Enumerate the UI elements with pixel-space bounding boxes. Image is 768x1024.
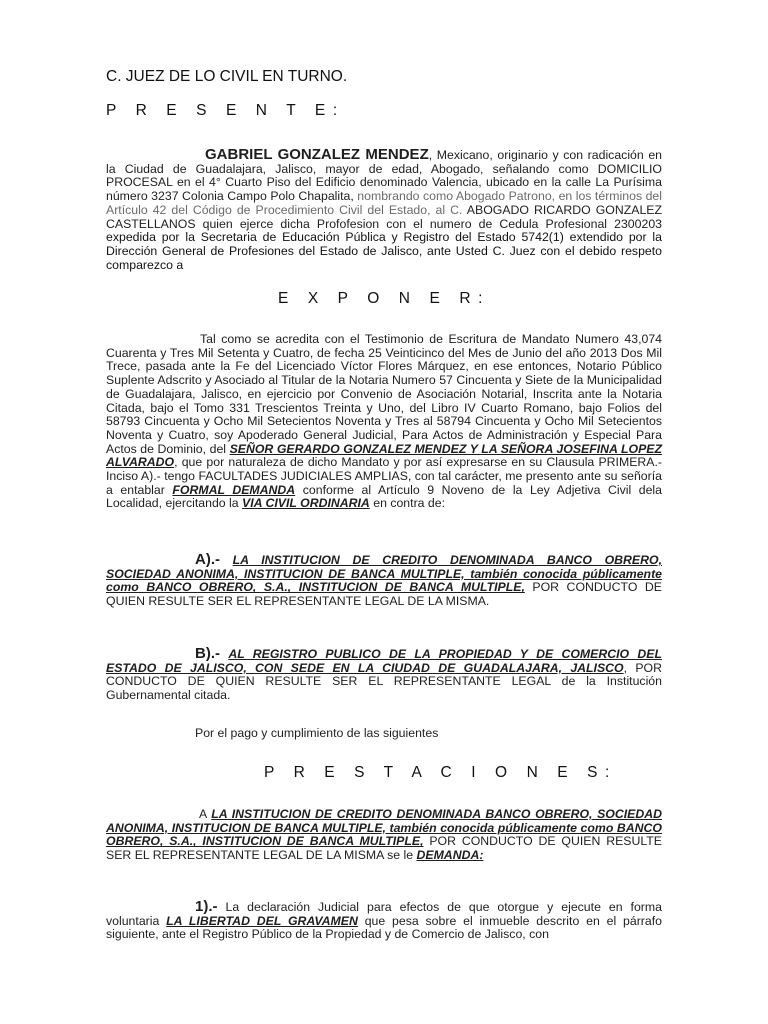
intro-paragraph: [106, 148, 662, 272]
defendant-a-label: A).-: [195, 551, 220, 568]
defendant-b-label: B).-: [195, 645, 220, 662]
plaintiff-name: GABRIEL GONZALEZ MENDEZ: [205, 146, 429, 163]
defendant-a-rest: POR CONDUCTO DE QUIEN RESULTE SER EL REPRESENTANTE LEGAL DE LA MISMA.: [106, 580, 662, 609]
via-civil-ordinaria: VIA CIVIL ORDINARIA: [242, 496, 370, 511]
exponer-paragraph: [106, 333, 662, 511]
prestaciones-paragraph: [106, 808, 662, 863]
prestaciones-name: LA INSTITUCION DE CREDITO DENOMINADA BANCO OBRERO, SOCIEDAD ANONIMA, INSTITUCION DE BANCA MULTIPLE, también conocida públicamente como BANCO OBRERO, S.A., INSTITUCION DE BANCA MULTIPLE,: [106, 807, 663, 849]
defendant-a-paragraph: [106, 553, 662, 609]
presente-heading: P R E S E N T E:: [106, 102, 345, 119]
exponer-heading: E X P O N E R:: [277, 290, 491, 307]
intro-text-2: nombrando como Abogado Patrono, en los términos del Artículo 42 del Código de Procedimiento Civil del Estado, al C.: [106, 189, 662, 217]
defendant-b-name: AL REGISTRO PUBLICO DE LA PROPIEDAD Y DE COMERCIO DEL ESTADO DE JALISCO, CON SEDE EN LA CIUDAD DE GUADALAJARA, JALISCO: [106, 647, 662, 675]
exponer-text-1: Tal como se acredita con el Testimonio de Escritura de Mandato Numero 43,074 Cuarenta y Tres Mil Setenta y Cuatro, de fecha 25 Veinticinco del Mes de Junio del año 2013 Dos Mil Trece, pasada ante la Fe del Licenciado Víctor Flores Márquez, en ese entonces, Notario Público Suplente Adscrito y Asociado al Titular de la Notaria Numero 57 Cincuenta y Siete de la Municipalidad de Guadalajara, Jalisco, en ejercicio por Convenio de Asociación Notarial, Inscrita ante la Notaria Citada, bajo el Tomo 331 Trescientos Treinta y Uno, del Libro IV Cuarto Romano, bajo Folios del 58793 Cincuenta y Ocho Mil Setecientos Noventa y Tres al 58794 Cincuenta y Ocho Mil Setecientos Noventa y Cuatro, soy Apoderado General Judicial, Para Actos de Administración y Especial Para Actos de Dominio, del: [106, 332, 662, 456]
libertad-gravamen: LA LIBERTAD DEL GRAVAMEN: [166, 913, 358, 928]
prestaciones-label: A: [199, 807, 207, 821]
exponer-text-2: , que por naturaleza de dicho Mandato y por así expresarse en su Clausula PRIMERA.- Inciso A).- tengo FACULTADES JUDICIALES AMPLIAS, con tal carácter, me presento ante su señoría a entablar: [106, 455, 662, 497]
prestaciones-heading: P R E S T A C I O N E S:: [264, 764, 617, 781]
exponer-text-4: en contra de:: [369, 496, 446, 511]
item-1-label: 1).-: [195, 898, 218, 915]
defendant-a-name: LA INSTITUCION DE CREDITO DENOMINADA BANCO OBRERO, SOCIEDAD ANONIMA, INSTITUCION DE BANCA MULTIPLE, también conocida públicamente como BANCO OBRERO, S.A., INSTITUCION DE BANCA MULTIPLE,: [106, 553, 662, 595]
parties-names: SEÑOR GERARDO GONZALEZ MENDEZ Y LA SEÑORA JOSEFINA LOPEZ ALVARADO: [106, 441, 663, 470]
prestaciones-rest: POR CONDUCTO DE QUIEN RESULTE SER EL REPRESENTANTE LEGAL DE LA MISMA se le: [106, 834, 662, 863]
addressee-heading: C. JUEZ DE LO CIVIL EN TURNO.: [106, 68, 348, 85]
intro-text-3: ABOGADO RICARDO GONZALEZ CASTELLANOS quien ejerce dicha Profofesion con el numero de Cedula Profesional 2300203: [106, 202, 662, 231]
defendant-b-paragraph: [106, 647, 662, 703]
prestaciones-demanda: DEMANDA:: [416, 848, 484, 863]
formal-demanda: FORMAL DEMANDA: [172, 482, 296, 497]
intro-text-4: expedida por la Secretaria de Educación Pública y Registro del Estado 5742(1) extendido por la Dirección General de Profesiones del Estado de Jalisco, ante Usted C. Juez con el debido respeto comparezco a: [106, 230, 662, 272]
exponer-text-3: conforme al Artículo 9 Noveno de la Ley Adjetiva Civil dela Localidad, ejercitando la: [106, 482, 662, 511]
intro-text-1: , Mexicano, originario y con radicación en la Ciudad de Guadalajara, Jalisco, mayor de edad, Abogado, señalando como DOMICILIO PROCESAL en el 4° Cuarto Piso del Edificio denominado Valencia, ubicado en la calle La Purísima número 3237 Colonia Campo Polo Chapalita,: [106, 148, 662, 204]
defendant-b-rest: , POR CONDUCTO DE QUIEN RESULTE SER EL REPRESENTANTE LEGAL de la Institución Gubernamental citada.: [106, 660, 662, 703]
item-1-text-2: que pesa sobre el inmueble descrito en el párrafo siguiente, ante el Registro Público de la Propiedad y de Comercio de Jalisco, con: [106, 913, 662, 942]
item-1-paragraph: [106, 900, 662, 942]
item-1-text-1: La declaración Judicial para efectos de que otorgue y ejecute en forma voluntaria: [106, 900, 662, 928]
payment-line: Por el pago y cumplimiento de las siguientes: [195, 726, 439, 740]
